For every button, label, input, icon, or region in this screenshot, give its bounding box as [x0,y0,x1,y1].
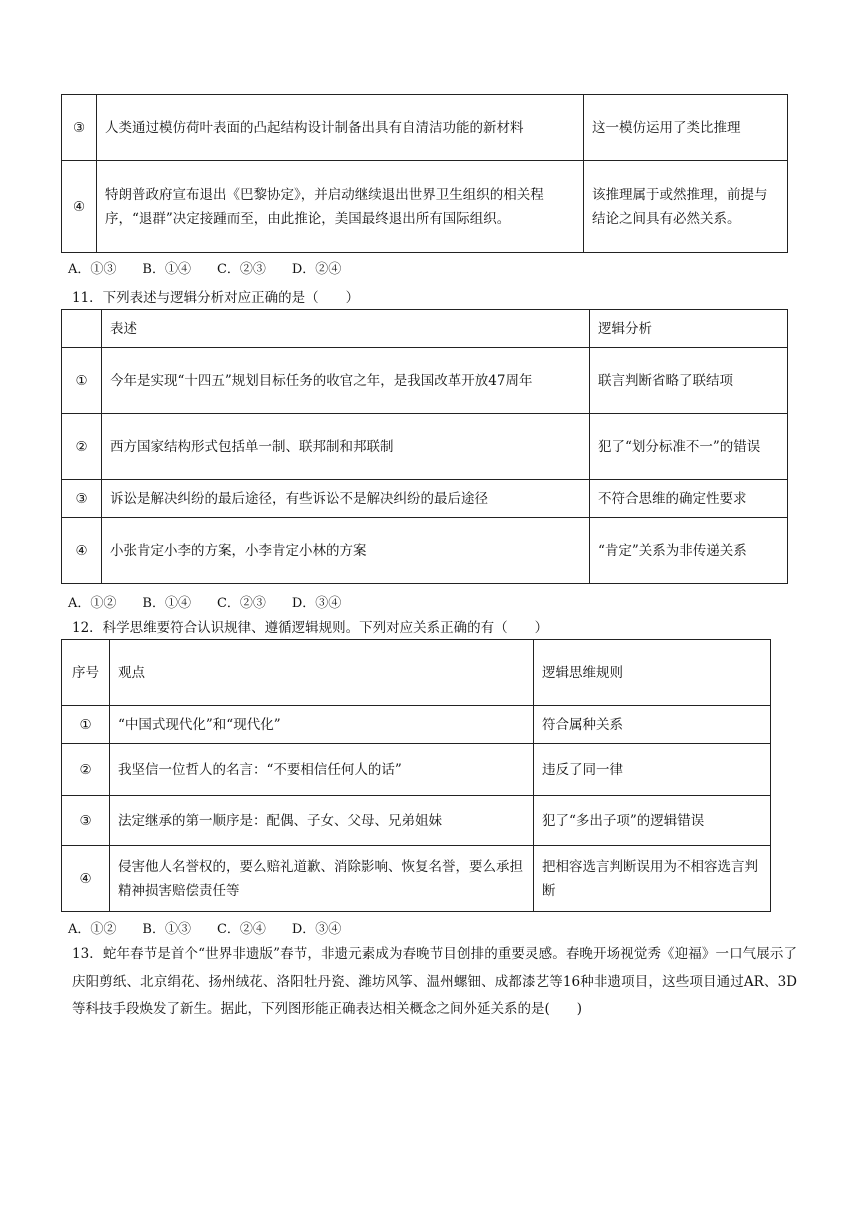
row-number: ① [62,706,110,744]
row-content: 小张肯定小李的方案，小李肯定小林的方案 [102,518,590,584]
table-row [62,846,771,912]
q11-table [61,309,788,584]
table-row [62,348,788,414]
header-number [62,310,102,348]
row-content: “中国式现代化”和“现代化” [110,706,534,744]
q11-options: A．①② B．①④ C．②③ D．③④ [68,596,342,611]
table-header-row [62,640,771,706]
row-content: 特朗普政府宣布退出《巴黎协定》，并启动继续退出世界卫生组织的相关程序，“退群”决定接踵而至，由此推论，美国最终退出所有国际组织。 [97,161,584,253]
q10-options: A．①③ B．①④ C．②③ D．②④ [68,262,342,277]
row-number: ② [62,414,102,480]
row-content: 西方国家结构形式包括单一制、联邦制和邦联制 [102,414,590,480]
row-analysis: 不符合思维的确定性要求 [590,480,788,518]
row-number: ④ [62,161,97,253]
q12-stem: 12．科学思维要符合认识规律、遵循逻辑规则。下列对应关系正确的有（ ） [72,620,549,636]
table-row [62,706,771,744]
header-content: 观点 [110,640,534,706]
q12-table [61,639,771,912]
table-row [62,796,771,846]
header-analysis: 逻辑思维规则 [534,640,771,706]
table-row [62,744,771,796]
row-content: 法定继承的第一顺序是：配偶、子女、父母、兄弟姐妹 [110,796,534,846]
header-analysis: 逻辑分析 [590,310,788,348]
table-header-row [62,310,788,348]
row-analysis: 把相容选言判断误用为不相容选言判断 [534,846,771,912]
row-number: ① [62,348,102,414]
row-analysis: 犯了“多出子项”的逻辑错误 [534,796,771,846]
table-row [62,161,788,253]
table-row [62,95,788,161]
row-number: ③ [62,95,97,161]
row-analysis: 该推理属于或然推理，前提与结论之间具有必然关系。 [584,161,788,253]
header-number: 序号 [62,640,110,706]
table-row [62,414,788,480]
row-number: ③ [62,480,102,518]
row-analysis: 这一模仿运用了类比推理 [584,95,788,161]
row-number: ③ [62,796,110,846]
row-number: ④ [62,846,110,912]
row-content: 诉讼是解决纠纷的最后途径，有些诉讼不是解决纠纷的最后途径 [102,480,590,518]
row-number: ④ [62,518,102,584]
row-analysis: 犯了“划分标准不一”的错误 [590,414,788,480]
q12-options: A．①② B．①③ C．②④ D．③④ [68,922,342,937]
row-analysis: 符合属种关系 [534,706,771,744]
row-content: 我坚信一位哲人的名言：“不要相信任何人的话” [110,744,534,796]
row-content: 人类通过模仿荷叶表面的凸起结构设计制备出具有自清洁功能的新材料 [97,95,584,161]
row-number: ② [62,744,110,796]
row-analysis: 联言判断省略了联结项 [590,348,788,414]
q10-table [61,94,788,253]
row-content: 今年是实现“十四五”规划目标任务的收官之年，是我国改革开放47周年 [102,348,590,414]
q11-stem: 11．下列表述与逻辑分析对应正确的是（ ） [72,290,360,306]
row-analysis: 违反了同一律 [534,744,771,796]
table-row [62,518,788,584]
header-content: 表述 [102,310,590,348]
row-analysis: “肯定”关系为非传递关系 [590,518,788,584]
row-content: 侵害他人名誉权的，要么赔礼道歉、消除影响、恢复名誉，要么承担精神损害赔偿责任等 [110,846,534,912]
table-row [62,480,788,518]
q13-text: 13．蛇年春节是首个“世界非遗版”春节，非遗元素成为春晚节目创排的重要灵感。春晚开场视觉秀《迎福》一口气展示了庆阳剪纸、北京绢花、扬州绒花、洛阳牡丹瓷、潍坊风筝、温州螺钿、成都漆艺等16种非遗项目，这些项目通过AR、3D等科技手段焕发了新生。据此，下列图形能正确表达相关概念之间外延关系的是( ) [72,946,797,1017]
